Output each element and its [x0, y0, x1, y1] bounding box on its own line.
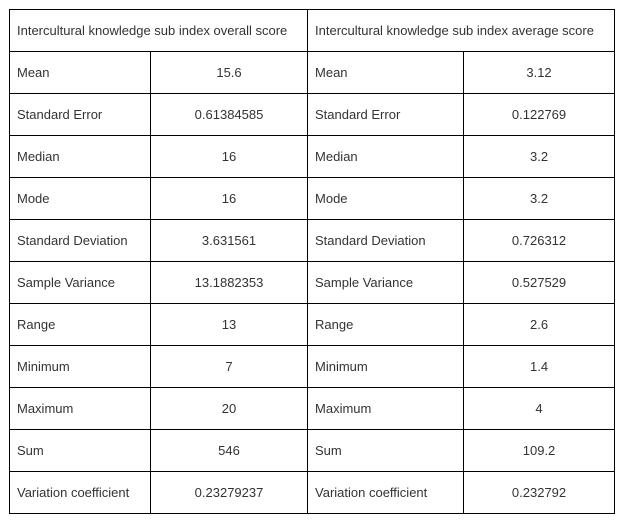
- stat-value-overall: 546: [151, 430, 308, 472]
- stat-label-overall: Median: [10, 136, 151, 178]
- stat-label-overall: Variation coefficient: [10, 472, 151, 514]
- stat-value-overall: 0.61384585: [151, 94, 308, 136]
- table-row: [10, 472, 615, 514]
- stat-label-average: Standard Error: [308, 94, 464, 136]
- stat-value-overall: 13.1882353: [151, 262, 308, 304]
- stat-label-average: Median: [308, 136, 464, 178]
- stat-value-average: 0.527529: [464, 262, 615, 304]
- table-row: [10, 388, 615, 430]
- stat-label-average: Mode: [308, 178, 464, 220]
- stat-value-average: 0.232792: [464, 472, 615, 514]
- stat-value-overall: 16: [151, 178, 308, 220]
- stat-value-average: 4: [464, 388, 615, 430]
- stat-value-overall: 0.23279237: [151, 472, 308, 514]
- stat-label-overall: Minimum: [10, 346, 151, 388]
- stat-value-overall: 20: [151, 388, 308, 430]
- stat-label-average: Mean: [308, 52, 464, 94]
- statistics-table: [9, 9, 615, 514]
- table-row: [10, 304, 615, 346]
- table-row: [10, 346, 615, 388]
- stat-label-average: Maximum: [308, 388, 464, 430]
- stat-value-overall: 15.6: [151, 52, 308, 94]
- stat-value-average: 109.2: [464, 430, 615, 472]
- stat-value-average: 1.4: [464, 346, 615, 388]
- table-row: [10, 52, 615, 94]
- table-row: [10, 220, 615, 262]
- stat-label-overall: Standard Deviation: [10, 220, 151, 262]
- stat-value-overall: 7: [151, 346, 308, 388]
- table-row: [10, 262, 615, 304]
- stat-label-overall: Maximum: [10, 388, 151, 430]
- stat-value-average: 0.726312: [464, 220, 615, 262]
- stat-label-overall: Standard Error: [10, 94, 151, 136]
- stat-label-overall: Mean: [10, 52, 151, 94]
- stat-value-average: 0.122769: [464, 94, 615, 136]
- stat-label-overall: Sum: [10, 430, 151, 472]
- table-row: [10, 94, 615, 136]
- stat-label-overall: Mode: [10, 178, 151, 220]
- stat-value-average: 3.12: [464, 52, 615, 94]
- header-average-score: Intercultural knowledge sub index average score: [308, 10, 615, 52]
- stat-label-overall: Sample Variance: [10, 262, 151, 304]
- stat-label-overall: Range: [10, 304, 151, 346]
- header-overall-score: Intercultural knowledge sub index overall score: [10, 10, 308, 52]
- stat-value-overall: 16: [151, 136, 308, 178]
- stat-value-overall: 13: [151, 304, 308, 346]
- stat-label-average: Standard Deviation: [308, 220, 464, 262]
- stat-value-average: 3.2: [464, 178, 615, 220]
- table-row: [10, 178, 615, 220]
- stat-label-average: Range: [308, 304, 464, 346]
- stat-value-overall: 3.631561: [151, 220, 308, 262]
- stat-label-average: Sum: [308, 430, 464, 472]
- table-row: [10, 136, 615, 178]
- stat-value-average: 2.6: [464, 304, 615, 346]
- stat-label-average: Sample Variance: [308, 262, 464, 304]
- table-header-row: [10, 10, 615, 52]
- stat-value-average: 3.2: [464, 136, 615, 178]
- stat-label-average: Minimum: [308, 346, 464, 388]
- table-row: [10, 430, 615, 472]
- statistics-table-body: [10, 10, 615, 514]
- stat-label-average: Variation coefficient: [308, 472, 464, 514]
